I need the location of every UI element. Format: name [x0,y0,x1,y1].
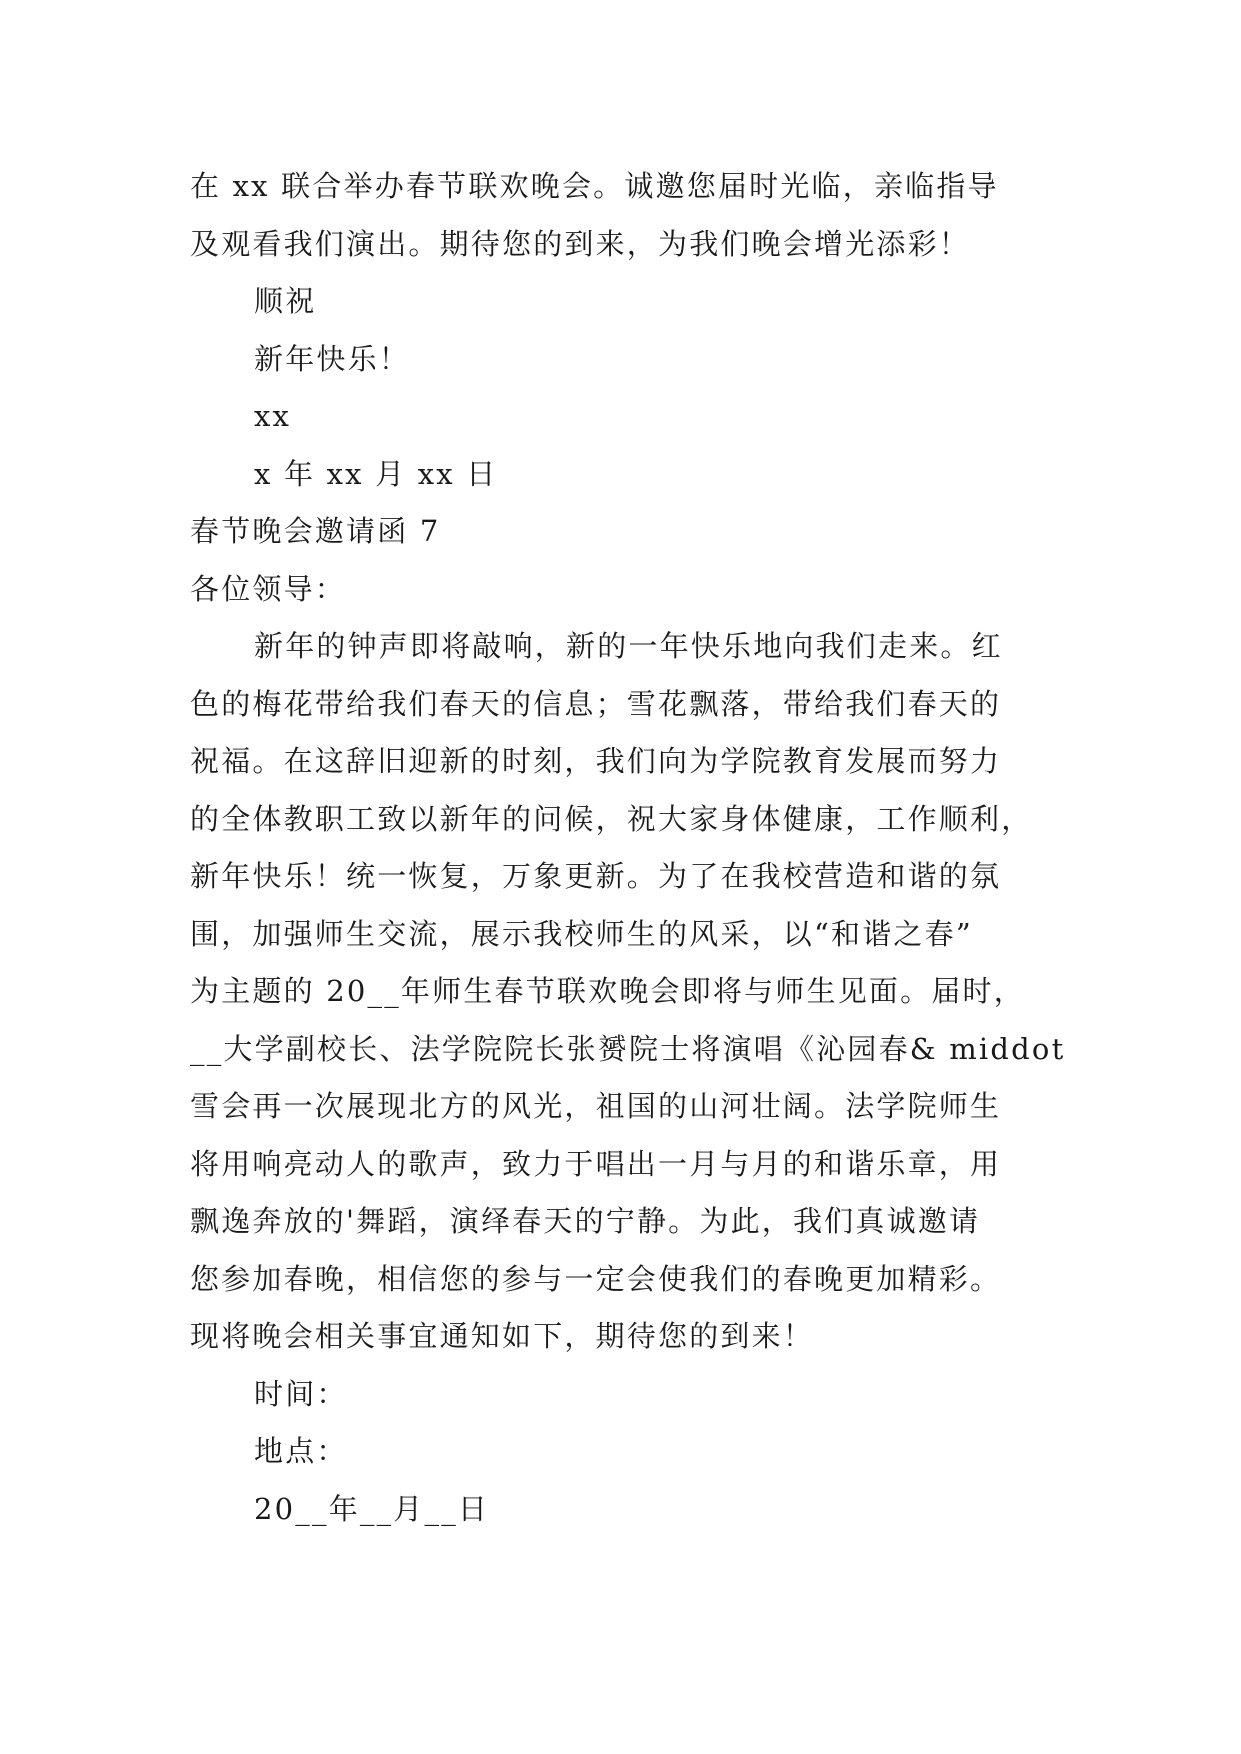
event-date: 20__年__月__日 [254,1491,490,1526]
closing-greeting: 顺祝 [254,284,317,318]
closing-wish: 新年快乐！ [254,341,411,376]
paragraph-line: __大学副校长、法学院院长张赟院士将演唱《沁园春& middot [190,1031,1066,1066]
time-label: 时间： [254,1376,348,1411]
paragraph-line: 您参加春晚，相信您的参与一定会使我们的春晚更加精彩。 [190,1261,1002,1296]
paragraph-line: 及观看我们演出。期待您的到来，为我们晚会增光添彩！ [190,226,971,261]
paragraph-line: 祝福。在这辞旧迎新的时刻，我们向为学院教育发展而努力 [190,744,1002,778]
paragraph-line: 雪会再一次展现北方的风光，祖国的山河壮阔。法学院师生 [190,1089,1002,1123]
paragraph-line: 色的梅花带给我们春天的信息；雪花飘落，带给我们春天的 [190,686,1002,721]
paragraph-line: 飘逸奔放的'舞蹈，演绎春天的宁静。为此，我们真诚邀请 [190,1204,981,1238]
paragraph-line: 围，加强师生交流，展示我校师生的风采，以“和谐之春” [190,916,973,951]
signature-name: xx [254,399,292,433]
paragraph-line: 的全体教职工致以新年的问候，祝大家身体健康，工作顺利， [190,801,1033,836]
paragraph-line: 为主题的 20__年师生春节联欢晚会即将与师生见面。届时， [190,974,1025,1008]
section-heading: 春节晚会邀请函 7 [190,514,441,548]
signature-date: x 年 xx 月 xx 日 [254,456,498,491]
paragraph-line: 新年的钟声即将敲响，新的一年快乐地向我们走来。红 [254,629,1003,663]
paragraph-line: 在 xx 联合举办春节联欢晚会。诚邀您届时光临，亲临指导 [190,169,999,203]
paragraph-line: 现将晚会相关事宜通知如下，期待您的到来！ [190,1319,815,1353]
salutation: 各位领导： [190,571,347,606]
paragraph-line: 将用响亮动人的歌声，致力于唱出一月与月的和谐乐章，用 [190,1146,1002,1181]
document-body [190,158,1066,1538]
location-label: 地点： [254,1434,348,1468]
paragraph-line: 新年快乐！统一恢复，万象更新。为了在我校营造和谐的氛 [190,859,1002,893]
